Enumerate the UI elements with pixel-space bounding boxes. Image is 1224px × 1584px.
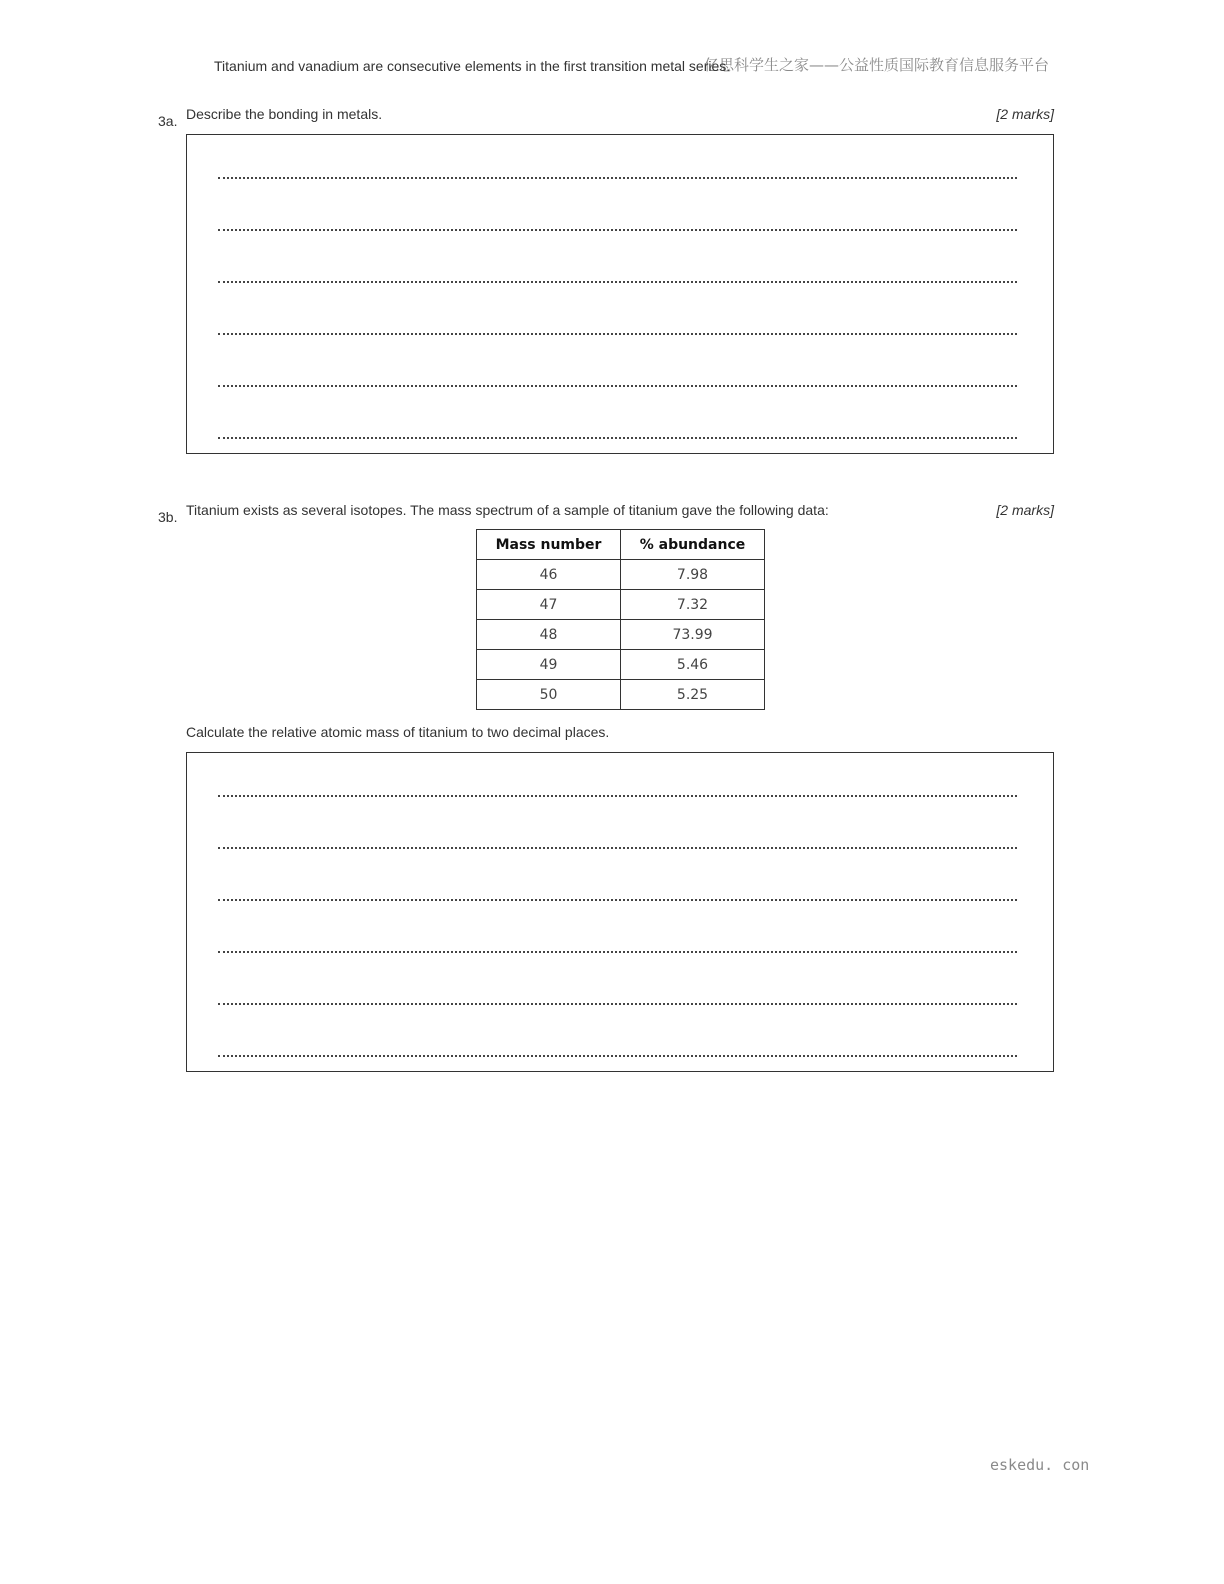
column-header-abundance: % abundance bbox=[621, 530, 765, 560]
question-3a-number: 3a. bbox=[158, 113, 178, 129]
mass-number-cell: 49 bbox=[477, 650, 621, 680]
abundance-cell: 5.25 bbox=[621, 680, 765, 710]
abundance-cell: 7.98 bbox=[621, 560, 765, 590]
table-header-row bbox=[477, 530, 765, 560]
answer-line bbox=[218, 795, 1017, 797]
answer-box-3b[interactable] bbox=[186, 752, 1054, 1072]
answer-line bbox=[218, 951, 1017, 953]
abundance-cell: 73.99 bbox=[621, 620, 765, 650]
mass-number-cell: 48 bbox=[477, 620, 621, 650]
footer-watermark: eskedu. con bbox=[990, 1456, 1090, 1474]
question-3a-marks: [2 marks] bbox=[996, 106, 1054, 122]
answer-line bbox=[218, 333, 1017, 335]
answer-line bbox=[218, 1003, 1017, 1005]
mass-number-cell: 47 bbox=[477, 590, 621, 620]
table-row bbox=[477, 560, 765, 590]
table-row bbox=[477, 650, 765, 680]
intro-text: Titanium and vanadium are consecutive elements in the first transition metal series. bbox=[214, 58, 731, 74]
isotope-data-table bbox=[476, 529, 765, 710]
answer-line bbox=[218, 385, 1017, 387]
question-3a-text: Describe the bonding in metals. bbox=[186, 106, 383, 122]
mass-number-cell: 50 bbox=[477, 680, 621, 710]
mass-number-cell: 46 bbox=[477, 560, 621, 590]
table-row bbox=[477, 620, 765, 650]
answer-line bbox=[218, 177, 1017, 179]
answer-line bbox=[218, 281, 1017, 283]
question-3b-number: 3b. bbox=[158, 509, 178, 525]
question-3b-instruction: Calculate the relative atomic mass of titanium to two decimal places. bbox=[186, 724, 610, 740]
column-header-mass-number: Mass number bbox=[477, 530, 621, 560]
watermark-text: 亿思科学生之家——公益性质国际教育信息服务平台 bbox=[704, 56, 1050, 74]
question-3b-marks: [2 marks] bbox=[996, 502, 1054, 518]
answer-line bbox=[218, 229, 1017, 231]
answer-line bbox=[218, 899, 1017, 901]
answer-line bbox=[218, 437, 1017, 439]
abundance-cell: 5.46 bbox=[621, 650, 765, 680]
answer-line bbox=[218, 1055, 1017, 1057]
table-row bbox=[477, 680, 765, 710]
table-row bbox=[477, 590, 765, 620]
abundance-cell: 7.32 bbox=[621, 590, 765, 620]
question-3b-text: Titanium exists as several isotopes. The mass spectrum of a sample of titanium gave the following data: bbox=[186, 502, 829, 518]
answer-line bbox=[218, 847, 1017, 849]
answer-box-3a[interactable] bbox=[186, 134, 1054, 454]
